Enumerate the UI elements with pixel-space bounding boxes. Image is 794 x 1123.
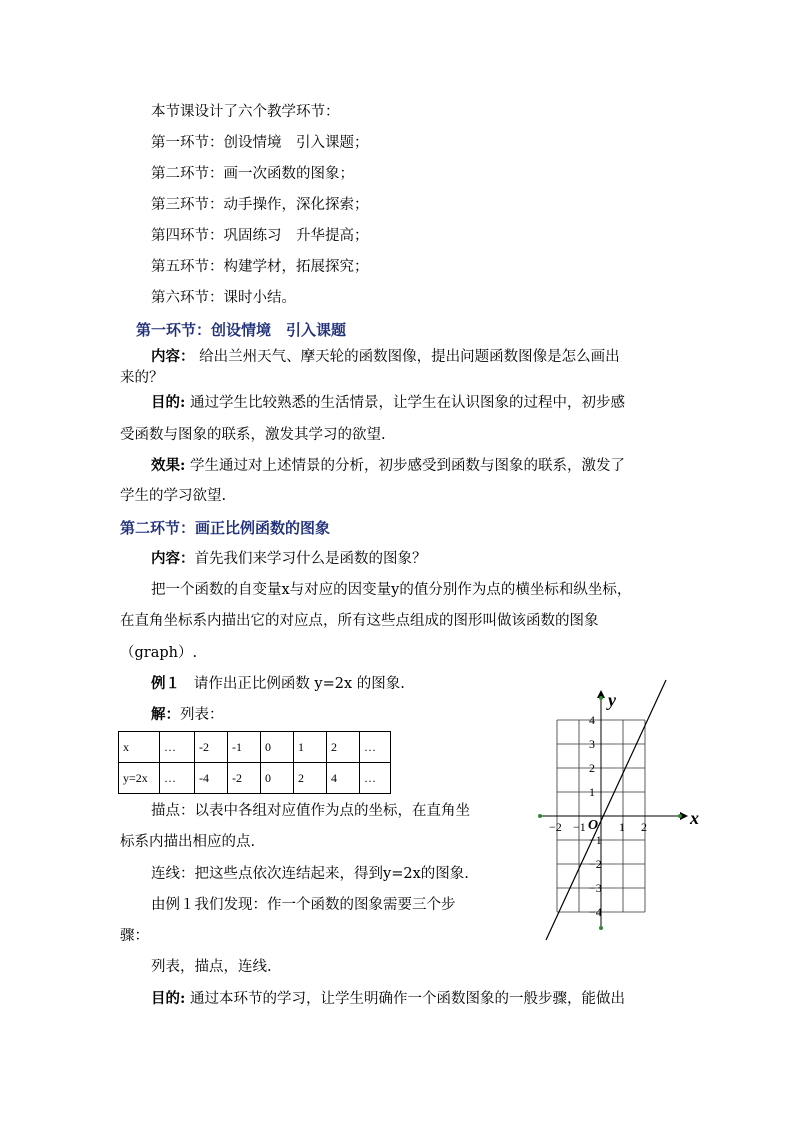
step-4: 第四环节：巩固练习 升华提高； (151, 228, 369, 244)
step-5: 第五环节：构建学材，拓展探究； (151, 259, 369, 275)
y-tick-label: −3 (589, 881, 602, 895)
function-line (546, 680, 666, 940)
table-cell: … (360, 732, 391, 763)
purpose-label: 目的: (151, 990, 186, 1007)
section2-content (151, 549, 427, 569)
section2-purpose (151, 989, 625, 1009)
section1-content-cont: 来的？ (120, 370, 164, 386)
table-cell: -2 (228, 763, 261, 794)
x-axis-end-dot (678, 814, 682, 818)
step-2: 第二环节：画一次函数的图象； (151, 166, 354, 182)
example-text: 请作出正比例函数 y=2x 的图象. (193, 676, 405, 692)
section1-effect (151, 456, 625, 476)
table-cell: -2 (195, 732, 228, 763)
origin-label: O (588, 818, 599, 833)
table-cell: -4 (195, 763, 228, 794)
table-cell: … (160, 763, 195, 794)
table-cell: -1 (228, 732, 261, 763)
table-cell: y=2x (119, 763, 160, 794)
section1-effect-cont: 学生的学习欲望. (120, 488, 227, 504)
step-1: 第一环节：创设情境 引入课题； (151, 135, 369, 151)
x-tick-label: −1 (573, 820, 586, 834)
table-cell: 0 (261, 763, 294, 794)
solution (151, 705, 224, 725)
y-tick-label: −1 (589, 833, 602, 847)
step-3: 第三环节：动手操作，深化探索； (151, 197, 369, 213)
definition-line-3: （graph）. (120, 645, 198, 661)
content-label: 内容： (151, 550, 195, 567)
y-tick-label: 3 (589, 737, 595, 751)
plot-step-line-2: 标系内描出相应的点. (120, 834, 256, 850)
y-tick-label: 2 (589, 761, 595, 775)
section1-purpose (151, 393, 625, 413)
y-axis-end-dot (599, 926, 603, 930)
table-cell: 1 (294, 732, 327, 763)
purpose-label: 目的: (151, 394, 186, 411)
x-axis-label: x (690, 808, 699, 828)
purpose-text: 通过学生比较熟悉的生活情景，让学生在认识图象的过程中，初步感 (185, 395, 625, 411)
x-tick-label: 1 (619, 820, 625, 834)
x-axis-end-dot (538, 814, 542, 818)
table-cell: … (360, 763, 391, 794)
table-cell: 4 (327, 763, 360, 794)
y-tick-label: −2 (589, 857, 602, 871)
function-graph (530, 676, 700, 942)
plot-step-line-1: 描点：以表中各组对应值作为点的坐标，在直角坐 (151, 803, 470, 819)
example-label: 例１ (151, 675, 180, 692)
content-text: 首先我们来学习什么是函数的图象？ (194, 551, 427, 567)
table-row (119, 732, 391, 763)
y-axis-end-dot (599, 696, 603, 700)
y-tick-label: −4 (589, 905, 602, 919)
y-tick-label: 4 (589, 713, 595, 727)
table-cell: 2 (294, 763, 327, 794)
three-steps: 列表，描点，连线. (151, 959, 272, 975)
effect-label: 效果: (151, 457, 186, 474)
definition-line-1: 把一个函数的自变量x与对应的因变量y的值分别作为点的横坐标和纵坐标， (151, 582, 632, 598)
section1-purpose-cont: 受函数与图象的联系，激发其学习的欲望. (120, 427, 386, 443)
content-label: 内容： (151, 348, 195, 365)
definition-line-2: 在直角坐标系内描出它的对应点，所有这些点组成的图形叫做该函数的图象 (120, 613, 599, 629)
table-cell: 0 (261, 732, 294, 763)
table-row (119, 763, 391, 794)
x-tick-label: −2 (549, 820, 562, 834)
example-1 (151, 674, 405, 694)
y-tick-label: 1 (589, 785, 595, 799)
table-cell: … (160, 732, 195, 763)
intro-text: 本节课设计了六个教学环节： (151, 104, 340, 120)
section2-heading: 第二环节：画正比例函数的图象 (120, 519, 331, 537)
solution-text: 列表： (180, 707, 224, 723)
content-text: 给出兰州天气、摩天轮的函数图像，提出问题函数图像是怎么画出 (194, 349, 620, 365)
value-table (118, 731, 391, 794)
discover-line-1: 由例１我们发现：作一个函数的图象需要三个步 (151, 897, 456, 913)
discover-line-2: 骤： (120, 928, 149, 944)
effect-text: 学生通过对上述情景的分析，初步感受到函数与图象的联系，激发了 (185, 458, 625, 474)
x-tick-label: 2 (641, 820, 647, 834)
table-cell: x (119, 732, 160, 763)
table-cell: 2 (327, 732, 360, 763)
section1-heading: 第一环节：创设情境 引入课题 (136, 321, 347, 339)
connect-step: 连线：把这些点依次连结起来，得到y=2x的图象. (151, 866, 469, 882)
y-axis-label: y (608, 690, 616, 710)
section1-content (151, 347, 620, 367)
solution-label: 解： (151, 706, 180, 723)
purpose-text: 通过本环节的学习，让学生明确作一个函数图象的一般步骤，能做出 (185, 991, 625, 1007)
step-6: 第六环节：课时小结。 (151, 290, 296, 306)
